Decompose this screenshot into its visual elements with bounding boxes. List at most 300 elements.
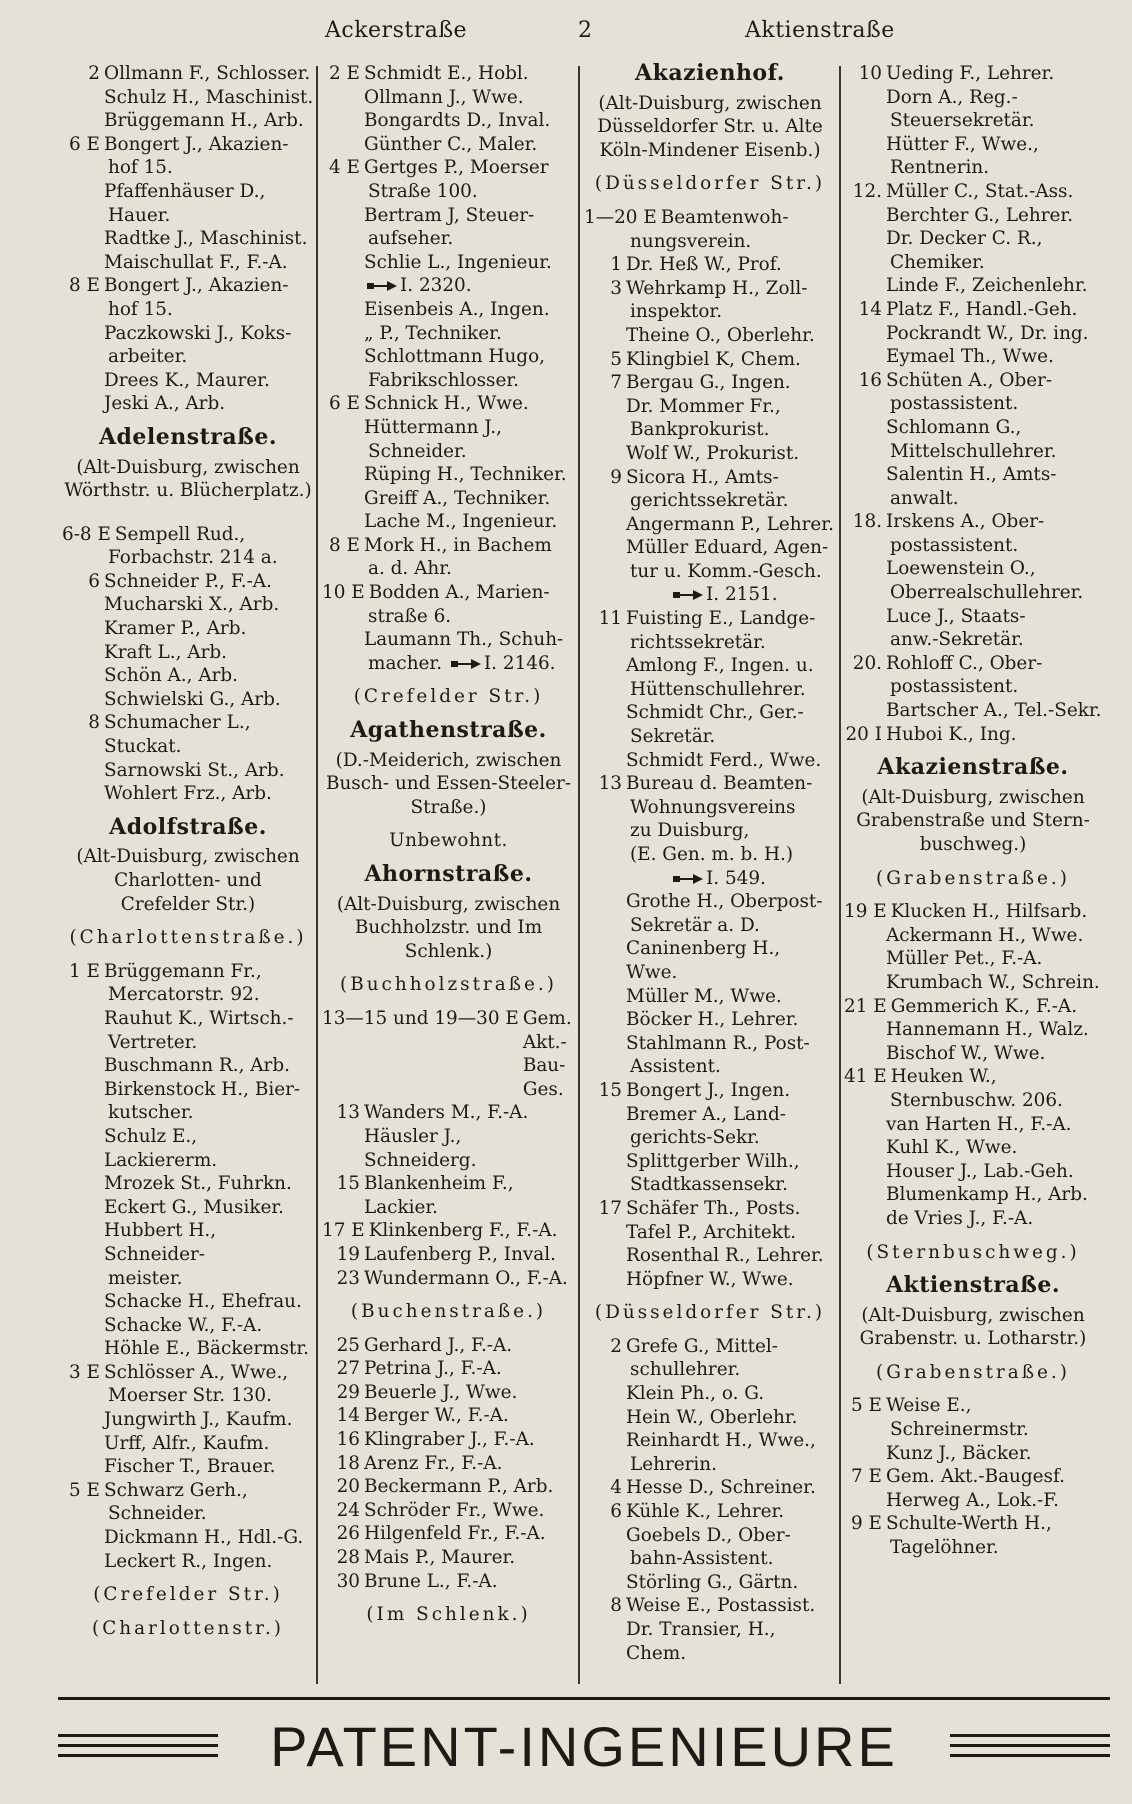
resident-text: Beckermann P., Arb. <box>364 1476 554 1498</box>
resident-text: Mais P., Maurer. <box>364 1547 516 1569</box>
phone-number: I. 2320. <box>400 275 472 297</box>
address-entry <box>584 890 836 937</box>
resident-text: Rauhut K., Wirtsch.- <box>104 1007 294 1029</box>
cross-street: (Sternbuschweg.) <box>866 1241 1080 1263</box>
address-entry <box>62 133 314 180</box>
resident-text: Laumann Th., Schuh- <box>364 629 564 651</box>
resident-text: Kramer P., Arb. <box>104 618 247 640</box>
house-number: 6 E <box>69 133 100 155</box>
resident-text: Reinhardt H., Wwe., <box>626 1430 816 1452</box>
resident-text: Brune L., F.-A. <box>364 1570 498 1592</box>
address-entry <box>584 1244 836 1268</box>
house-number: 1 <box>610 254 622 276</box>
resident-text-continued: Lehrerin. <box>630 1453 717 1475</box>
address-entry <box>584 654 836 701</box>
house-number: 8 <box>610 1595 622 1617</box>
resident-text: Schneider P., F.-A. <box>104 570 272 592</box>
address-entry <box>844 924 1102 948</box>
resident-text-continued: Straße 100. <box>368 180 478 202</box>
resident-text: de Vries J., F.-A. <box>886 1207 1034 1229</box>
house-number: 1 E <box>69 960 100 982</box>
description-line: Köln-Mindener Eisenb.) <box>599 139 821 161</box>
cross-street: (Grabenstraße.) <box>876 867 1070 889</box>
telephone-icon <box>451 658 481 670</box>
resident-text-continued: gerichtssekretär. <box>630 490 789 512</box>
resident-text: Gem. Akt.-Baugesf. <box>886 1466 1065 1488</box>
description-line: Grabenstr. u. Lotharstr.) <box>859 1328 1087 1350</box>
resident-text: Dr. Mommer Fr., <box>626 395 781 417</box>
resident-text: Berger W., F.-A. <box>364 1405 509 1427</box>
resident-text: Birkenstock H., Bier- <box>104 1078 301 1100</box>
resident-text-continued: anw.-Sekretär. <box>890 629 1024 651</box>
resident-text: Wohlert Frz., Arb. <box>104 783 272 805</box>
address-entry <box>844 227 1102 274</box>
resident-text: Schüten A., Ober- <box>886 369 1053 391</box>
resident-text-continued: Rentnerin. <box>890 157 990 179</box>
resident-text: Goebels D., Ober- <box>626 1524 791 1546</box>
house-number: 13 <box>598 773 622 795</box>
resident-text: Radtke J., Maschinist. <box>104 228 308 250</box>
house-number: 19 E <box>844 901 887 923</box>
resident-text-continued: postassistent. <box>890 393 1019 415</box>
resident-text: Kuhl K., Wwe. <box>886 1137 1018 1159</box>
address-entry <box>322 1334 575 1358</box>
resident-text-continued: Forbachstr. 214 a. <box>108 547 278 569</box>
address-entry <box>62 759 314 783</box>
address-entry <box>844 1113 1102 1137</box>
address-entry <box>62 274 314 321</box>
resident-text: Schacke H., Ehefrau. <box>104 1291 302 1313</box>
resident-text: Irskens A., Ober- <box>886 511 1045 533</box>
resident-text-continued: Stadtkassensekr. <box>630 1174 788 1196</box>
resident-text-continued: gerichts-Sekr. <box>630 1127 760 1149</box>
resident-text: Eckert G., Musiker. <box>104 1196 284 1218</box>
resident-text: Bureau d. Beamten- <box>626 773 813 795</box>
description-line: (Alt-Duisburg, zwischen <box>861 786 1085 808</box>
address-entry <box>844 180 1102 204</box>
address-entry <box>584 253 836 277</box>
resident-text-continued: Mercatorstr. 92. <box>108 984 260 1006</box>
resident-text: Platz F., Handl.-Geh. <box>886 298 1078 320</box>
resident-text: Bongert J., Ingen. <box>626 1079 791 1101</box>
house-number: 7 <box>610 372 622 394</box>
house-number: 16 <box>858 369 882 391</box>
address-entry <box>844 652 1102 699</box>
resident-text: Hilgenfeld Fr., F.-A. <box>364 1523 546 1545</box>
street-description <box>844 1304 1102 1351</box>
description-line: buschweg.) <box>919 834 1027 855</box>
resident-text: Schwarz Gerh., <box>104 1479 248 1501</box>
address-entry <box>62 109 314 133</box>
resident-text-continued: Bankprokurist. <box>630 419 770 441</box>
address-entry <box>844 510 1102 557</box>
address-entry <box>322 1125 575 1172</box>
resident-text: Heuken W., <box>890 1066 997 1088</box>
resident-text-continued: richtssekretär. <box>630 631 766 653</box>
resident-text: Kühle K., Lehrer. <box>626 1501 785 1523</box>
resident-text: Linde F., Zeichenlehr. <box>886 275 1088 297</box>
address-entry <box>844 1394 1102 1441</box>
resident-text: Gemmerich K., F.-A. <box>890 995 1078 1017</box>
resident-text-continued: Schneider. <box>108 1503 207 1525</box>
address-entry <box>584 442 836 466</box>
resident-text: Ackermann H., Wwe. <box>886 924 1084 946</box>
address-entry <box>584 206 836 253</box>
address-entry <box>322 251 575 298</box>
resident-text: Bremer A., Land- <box>626 1103 786 1125</box>
address-entry <box>844 1042 1102 1066</box>
resident-text-continued: postassistent. <box>890 534 1019 556</box>
resident-text-continued: zu Duisburg, <box>630 820 750 842</box>
address-entry <box>322 1007 575 1101</box>
address-entry <box>322 298 575 322</box>
resident-text: Jeski A., Arb. <box>104 393 226 415</box>
address-entry <box>844 1442 1102 1466</box>
resident-text: Dr. Transier, H., Chem. <box>626 1619 776 1664</box>
address-entry <box>62 1550 314 1574</box>
description-line: (Alt-Duisburg, zwischen <box>861 1304 1085 1326</box>
unbewohnt-note: Unbewohnt. <box>389 830 508 852</box>
address-entry <box>322 392 575 416</box>
resident-text-continued: Chemiker. <box>890 251 985 273</box>
resident-text: Dr. Heß W., Prof. <box>626 254 782 276</box>
house-number: 21 E <box>844 995 887 1017</box>
house-number: 25 <box>336 1334 360 1356</box>
resident-text: Angermann P., Lehrer. <box>626 513 834 535</box>
address-entry <box>844 369 1102 416</box>
resident-text: Drees K., Maurer. <box>104 369 270 391</box>
street-heading: Akazienstraße. <box>877 754 1069 781</box>
address-entry <box>322 510 575 534</box>
address-entry <box>62 227 314 251</box>
house-number: 4 <box>610 1477 622 1499</box>
resident-text: van Harten H., F.-A. <box>886 1113 1072 1135</box>
house-number: 41 E <box>844 1066 887 1088</box>
address-entry <box>322 1499 575 1523</box>
address-entry <box>322 204 575 251</box>
address-entry <box>322 1570 575 1594</box>
address-entry <box>62 1526 314 1550</box>
column-4 <box>844 62 1102 1692</box>
resident-text: Müller Pet., F.-A. <box>886 948 1043 970</box>
address-entry <box>322 345 575 392</box>
house-number: 5 E <box>851 1395 882 1417</box>
resident-text: Schlomann G., <box>886 416 1022 438</box>
resident-text: Hesse D., Schreiner. <box>626 1477 816 1499</box>
house-number: 15 <box>598 1079 622 1101</box>
resident-text: Pfaffenhäuser D., <box>104 180 266 202</box>
address-entry <box>322 109 575 133</box>
resident-text: Loewenstein O., <box>886 558 1036 580</box>
resident-text: Schlie L., Ingenieur. I. 2320. <box>364 251 552 297</box>
resident-text: Jungwirth J., Kaufm. <box>104 1409 293 1431</box>
resident-text: Rüping H., Techniker. <box>364 464 567 486</box>
address-entry <box>844 1136 1102 1160</box>
telephone-icon <box>673 589 703 601</box>
resident-text: Wundermann O., F.-A. <box>364 1267 568 1289</box>
resident-text: Fischer T., Brauer. <box>104 1456 276 1478</box>
address-entry <box>62 392 314 416</box>
resident-text: Höpfner W., Wwe. <box>626 1268 794 1290</box>
house-number: 10 E <box>322 582 365 604</box>
house-number: 8 E <box>329 534 360 556</box>
resident-text: Schacke W., F.-A. <box>104 1314 263 1336</box>
cross-street: (Düsseldorfer Str.) <box>594 173 826 195</box>
house-number: 2 <box>88 63 100 84</box>
column-divider <box>578 66 580 1684</box>
house-number: 9 E <box>851 1513 882 1535</box>
address-entry <box>322 1452 575 1476</box>
house-number: 24 <box>336 1499 360 1521</box>
resident-text: Hein W., Oberlehr. <box>626 1406 798 1428</box>
address-entry <box>844 947 1102 971</box>
resident-text: Hütter F., Wwe., <box>886 133 1039 155</box>
address-entry <box>322 1101 575 1125</box>
resident-text-continued: a. d. Ahr. <box>368 558 452 580</box>
address-entry <box>62 593 314 617</box>
resident-text: Beuerle J., Wwe. <box>364 1381 518 1403</box>
resident-text: Bongardts D., Inval. <box>364 110 551 132</box>
resident-text: Wehrkamp H., Zoll- <box>626 277 808 299</box>
column-2 <box>322 62 575 1692</box>
resident-text-continued: nungsverein. <box>630 230 752 252</box>
street-description <box>844 786 1102 857</box>
resident-text-continued: Hüttenschullehrer. <box>630 678 806 700</box>
address-entry <box>584 1500 836 1524</box>
cross-street: (Buchenstraße.) <box>350 1301 547 1323</box>
phone-number: I. 549. <box>706 867 766 889</box>
address-entry <box>844 86 1102 133</box>
resident-text-continued: macher. I. 2146. <box>368 652 556 674</box>
resident-text: Beamtenwoh- <box>660 206 789 228</box>
address-entry <box>844 322 1102 346</box>
address-entry <box>844 133 1102 180</box>
resident-text: Mucharski X., Arb. <box>104 594 280 616</box>
resident-text-continued: Wohnungsvereins <box>630 796 796 818</box>
address-entry <box>844 605 1102 652</box>
description-line: (Alt-Duisburg, zwischen <box>76 846 300 868</box>
phone-number: I. 2151. <box>706 584 778 606</box>
resident-text: Schmidt E., Hobl. <box>364 63 529 84</box>
house-number: 2 <box>610 1335 622 1357</box>
address-entry <box>584 1079 836 1103</box>
resident-text-continued: hof 15. <box>108 298 173 320</box>
resident-text: Sarnowski St., Arb. <box>104 759 285 781</box>
resident-text: Rosenthal R., Lehrer. <box>626 1245 824 1267</box>
resident-text-continued: Schreinermstr. <box>890 1419 1029 1441</box>
address-entry <box>584 513 836 537</box>
resident-text: Bartscher A., Tel.-Sekr. <box>886 700 1102 722</box>
house-number: 17 E <box>322 1220 365 1242</box>
cross-street: (Charlottenstraße.) <box>69 927 307 949</box>
cross-street: (Crefelder Str.) <box>93 1584 283 1606</box>
address-entry <box>584 1524 836 1571</box>
house-number: 6-8 E <box>62 523 111 545</box>
address-entry <box>322 1404 575 1428</box>
address-entry <box>844 1160 1102 1184</box>
resident-text: Gerhard J., F.-A. <box>364 1334 513 1356</box>
address-entry <box>584 1150 836 1197</box>
address-entry <box>584 1268 836 1292</box>
cross-street: (Düsseldorfer Str.) <box>594 1302 826 1324</box>
house-number: 30 <box>336 1570 360 1592</box>
resident-text: Dorn A., Reg.- <box>886 86 1018 108</box>
address-entry <box>844 900 1102 924</box>
resident-text: Brüggemann Fr., <box>104 960 262 982</box>
address-entry <box>844 204 1102 228</box>
address-entry <box>322 322 575 346</box>
resident-text: Caninenberg H., Wwe. <box>626 938 781 983</box>
resident-text: Grefe G., Mittel- <box>626 1335 778 1357</box>
resident-text: Lache M., Ingenieur. <box>364 511 558 533</box>
resident-text: Höhle E., Bäckermstr. <box>104 1338 310 1360</box>
resident-text-continued: Assistent. <box>630 1056 721 1078</box>
resident-text-continued: Mittelschullehrer. <box>890 440 1057 462</box>
address-entry <box>584 371 836 395</box>
resident-text: Hannemann H., Walz. <box>886 1019 1089 1041</box>
address-entry <box>62 617 314 641</box>
resident-text: Hubbert H., Schneider- <box>104 1220 217 1265</box>
address-entry <box>322 62 575 86</box>
house-number: 28 <box>336 1547 360 1569</box>
address-entry <box>322 1546 575 1570</box>
street-heading: Aktienstraße. <box>885 1272 1061 1299</box>
cross-street: (Charlottenstr.) <box>92 1617 284 1639</box>
address-entry <box>584 772 836 890</box>
cross-street: (Im Schlenk.) <box>366 1604 531 1626</box>
street-heading: Akazienhof. <box>635 62 785 86</box>
address-entry <box>844 699 1102 723</box>
phone-number: I. 2146. <box>483 652 556 674</box>
resident-text-continued: Hauer. <box>108 204 171 226</box>
address-entry <box>584 749 836 773</box>
address-entry <box>584 348 836 372</box>
address-entry <box>584 1571 836 1595</box>
resident-text: Schulz E., Lackiererm. <box>104 1125 218 1171</box>
address-entry <box>322 416 575 463</box>
cross-street: (Crefelder Str.) <box>353 686 544 708</box>
resident-text: Greiff A., Techniker. <box>364 487 551 509</box>
resident-text-continued: straße 6. <box>368 605 452 627</box>
address-entry <box>584 1476 836 1500</box>
resident-text: Klingraber J., F.-A. <box>364 1429 535 1451</box>
description-line: Charlotten- und <box>114 870 262 891</box>
house-number: 1—20 E <box>584 206 657 228</box>
resident-text: Schäfer Th., Posts. <box>626 1197 801 1219</box>
resident-text: Leckert R., Ingen. <box>104 1550 273 1572</box>
house-number: 5 E <box>69 1479 100 1501</box>
resident-text-continued: aufseher. <box>368 228 454 250</box>
resident-text-continued: Fabrikschlosser. <box>368 369 519 391</box>
address-entry <box>322 1522 575 1546</box>
house-number: 13—15 und 19—30 E <box>322 1007 519 1029</box>
resident-text: Wanders M., F.-A. <box>364 1102 529 1124</box>
resident-text: Schulte-Werth H., <box>886 1513 1052 1535</box>
resident-text: Müller M., Wwe. <box>626 985 782 1007</box>
address-entry <box>62 1337 314 1361</box>
resident-text: Günther C., Maler. <box>364 133 538 155</box>
resident-text: Bertram J, Steuer- <box>364 204 535 226</box>
street-description <box>322 749 575 820</box>
resident-text-continued: kutscher. <box>108 1102 194 1124</box>
house-number: 12. <box>852 180 882 202</box>
house-number: 3 <box>610 277 622 299</box>
resident-text-continued: Steuersekretär. <box>890 110 1035 132</box>
address-entry <box>62 960 314 1007</box>
house-number: 8 <box>88 712 100 734</box>
address-entry <box>844 345 1102 369</box>
address-entry <box>584 1335 836 1382</box>
address-entry <box>62 86 314 110</box>
address-entry <box>584 1032 836 1079</box>
address-entry <box>62 641 314 665</box>
address-entry <box>844 557 1102 604</box>
resident-text-continued: schullehrer. <box>630 1359 741 1381</box>
resident-text-continued: (E. Gen. m. b. H.) <box>630 844 794 865</box>
house-number: 27 <box>336 1358 360 1380</box>
description-line: Schlenk.) <box>404 940 493 962</box>
house-number: 7 E <box>851 1466 882 1488</box>
description-line: Grabenstraße und Stern- <box>856 810 1090 832</box>
address-entry <box>322 1357 575 1381</box>
resident-text: Blankenheim F., Lackier. <box>364 1173 514 1218</box>
address-entry <box>62 1172 314 1196</box>
house-number: 8 E <box>69 275 100 297</box>
telephone-icon <box>367 280 397 292</box>
house-number: 19 <box>336 1243 360 1265</box>
address-entry <box>322 463 575 487</box>
resident-text: Müller Eduard, Agen- <box>626 537 829 559</box>
resident-text: Ollmann J., Wwe. <box>364 86 524 108</box>
house-number: 2 E <box>329 63 360 84</box>
address-entry <box>844 723 1102 747</box>
resident-text-continued: postassistent. <box>890 676 1019 698</box>
resident-text: Mrozek St., Fuhrkn. <box>104 1173 292 1195</box>
description-line: Busch- und Essen-Steeler- <box>325 773 572 795</box>
address-entry <box>322 1428 575 1452</box>
resident-text: Böcker H., Lehrer. <box>626 1009 799 1031</box>
address-entry <box>844 274 1102 298</box>
resident-text: Müller C., Stat.-Ass. <box>886 180 1074 202</box>
resident-text-continued: Sternbuschw. 206. <box>890 1089 1063 1111</box>
resident-text: „ P., Techniker. <box>364 322 502 344</box>
address-entry <box>844 1489 1102 1513</box>
address-entry <box>844 1207 1102 1231</box>
resident-text: Störling G., Gärtn. <box>626 1571 799 1593</box>
resident-text: Weise E., <box>886 1395 972 1417</box>
cross-street: (Buchholzstraße.) <box>340 974 557 996</box>
column-divider <box>839 66 841 1684</box>
resident-text: Theine O., Oberlehr. <box>626 324 815 346</box>
resident-text: Herweg A., Lok.-F. <box>886 1489 1060 1511</box>
address-entry <box>322 1243 575 1267</box>
address-entry <box>844 463 1102 510</box>
resident-text: Kraft L., Arb. <box>104 641 227 663</box>
description-line: Düsseldorfer Str. u. Alte <box>597 116 823 138</box>
description-line: (Alt-Duisburg, zwischen <box>76 456 300 478</box>
house-number: 23 <box>336 1267 360 1289</box>
address-entry <box>62 322 314 369</box>
resident-text: Sicora H., Amts- <box>626 466 779 488</box>
resident-text-continued: arbeiter. <box>108 346 188 368</box>
address-entry <box>584 701 836 748</box>
address-entry <box>62 1290 314 1314</box>
address-entry <box>62 251 314 275</box>
address-entry <box>62 1455 314 1479</box>
description-line: Wörthstr. u. Blücherplatz.) <box>64 480 312 502</box>
address-entry <box>844 1512 1102 1559</box>
address-entry <box>322 1267 575 1291</box>
